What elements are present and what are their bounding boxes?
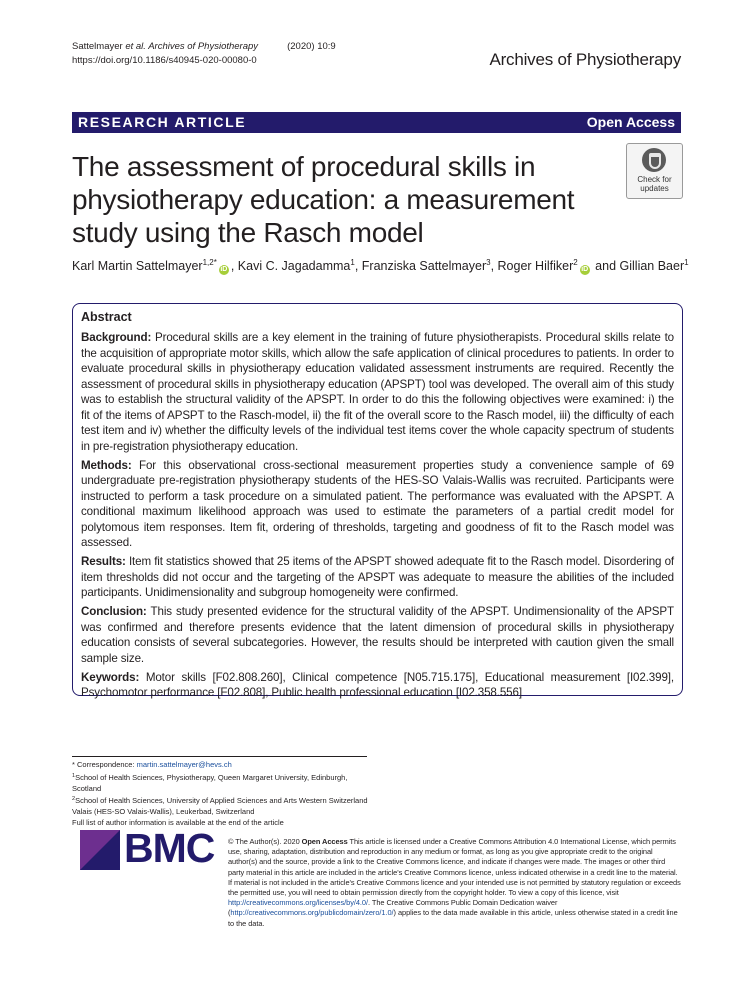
doi-link[interactable]: https://doi.org/10.1186/s40945-020-00080-0 <box>72 55 257 66</box>
check-for-updates-button[interactable] <box>626 143 683 199</box>
author-name[interactable]: Karl Martin Sattelmayer <box>72 259 203 273</box>
open-access-label: Open Access <box>586 114 675 130</box>
author-name[interactable]: Gillian Baer <box>619 259 685 273</box>
abstract-box <box>72 303 683 699</box>
author-name[interactable]: Franziska Sattelmayer <box>361 259 487 273</box>
author-affiliation-mark: 1,2* <box>202 258 217 267</box>
citation-authors: Sattelmayer <box>72 41 126 52</box>
article-type-label: RESEARCH ARTICLE <box>78 114 247 130</box>
footnotes <box>72 760 372 829</box>
author-info-note: Full list of author information is available at the end of the article <box>72 817 284 827</box>
affiliation-2: $^2$School of Health Sciences, University of Applied Sciences and Arts Western Switzerland Valais (HES-SO Valais-Wallis), Leukerbad, Switzerland <box>72 796 368 817</box>
author-affiliation-mark: 2 <box>573 258 578 267</box>
author-affiliation-mark: 1 <box>350 258 355 267</box>
citation-year: (2020) 10:9 <box>287 41 336 52</box>
author-name[interactable]: Kavi C. Jagadamma <box>237 259 351 273</box>
license-notice: © The Author(s). 2020 Open Access This article is licensed under a Creative Commons Attribution 4.0 International License, which permits use, sharing, adaptation, distribution and reproduction in any medium or format, as long as you give appropriate credit to the original author(s) and the source, provide a link to the Creative Commons licence, and indicate if changes were made. The images or other third party material in this article are included in the article's Creative Commons licence, unless indicated otherwise in a credit line to the material. If material is not included in the article's Creative Commons licence and your intended use is not permitted by statutory regulation or exceeds the permitted use, you will need to obtain permission directly from the copyright holder. To view a copy of this licence, visit http://creativecommons.org/licenses/by/4.0/. The Creative Commons Public Domain Dedication waiver (http://creativecommons.org/publicdomain/zero/1.0/) applies to the data made available in this article, unless otherwise stated in a credit line to the data. <box>228 837 681 928</box>
orcid-icon[interactable]: iD <box>220 266 228 273</box>
abstract-heading: Abstract <box>81 310 132 324</box>
abstract-conclusion: Conclusion: This study presented evidence for the structural validity of the APSPT. Undimensionality of the APSPT was confirmed and therefore presents evidence that the latent dimension of procedural skills in physiotherapy education consists of several subcategories. However, the results should be interpreted with caution given the small sample size. <box>81 605 674 665</box>
check-updates-label: Check for updates <box>637 175 672 193</box>
orcid-icon[interactable]: iD <box>581 266 589 273</box>
abstract-keywords: Keywords: Motor skills [F02.808.260], Clinical competence [N05.715.175], Educational measurement [I02.399], Psychomotor performance [F02.808], Public health professional education [I02.358.556] <box>81 670 674 699</box>
citation-journal: et al. Archives of Physiotherapy <box>125 41 259 52</box>
correspondence-email-link[interactable]: martin.sattelmayer@hevs.ch <box>136 760 232 769</box>
author-list: Karl Martin Sattelmayer$^{1,2*}$iD , Kavi C. Jagadamma$^1$, Franziska Sattelmayer$^3$, Roger Hilfiker$^2$iD and Gillian Baer$^1$ <box>72 258 689 273</box>
author-affiliation-mark: 1 <box>684 258 689 267</box>
article-title: The assessment of procedural skills in physiotherapy education: a measurement study using the Rasch model <box>72 151 575 248</box>
article-type-band <box>72 112 681 133</box>
cc-zero-waiver-link[interactable]: http://creativecommons.org/publicdomain/zero/1.0/ <box>230 908 394 918</box>
abstract-background: Background: Procedural skills are a key element in the training of future physiotherapists. Procedural skills relate to the acquisition of appropriate motor skills, which allow the safe application of clinical procedures to patients. In order to evaluate procedural skills in physiotherapy education validated assessment instruments are required. Recently the assessment of procedural skills in physiotherapy education (APSPT) tool was developed. The overall aim of this study was to establish the structural validity of the APSPT. In order to do this the following objectives were examined: i) the fit of the items of APSPT to the Rasch-model, ii) the fit of the overall score to the Rasch model, iii) the difficulty of each test item and iv) whether the difficulty levels of the individual test items cover the whole capacity spectrum of students in pre-registration physiotherapy education. <box>81 331 674 453</box>
cc-by-license-link[interactable]: http://creativecommons.org/licenses/by/4.0/ <box>228 898 368 908</box>
author-name[interactable]: Roger Hilfiker <box>497 259 574 273</box>
affiliation-1: $^1$School of Health Sciences, Physiotherapy, Queen Margaret University, Edinburgh, Scotland <box>72 772 348 793</box>
running-header <box>72 40 336 68</box>
citation-line <box>72 40 336 54</box>
correspondence-note: * Correspondence: martin.sattelmayer@hevs.ch <box>72 760 232 769</box>
check-updates-icon <box>642 148 666 172</box>
author-affiliation-mark: 3 <box>486 258 491 267</box>
footnote-divider <box>72 756 367 757</box>
abstract-results: Results: Item fit statistics showed that 25 items of the APSPT showed adequate fit to the Rasch model. Disordering of item thresholds did not occur and the targeting of the APSPT was adequate to measure the abilities of the included participants. Unidimensionality and subgroup homogeneity were confirmed. <box>81 555 674 599</box>
journal-name: Archives of Physiotherapy <box>489 50 681 69</box>
abstract-methods: Methods: For this observational cross-sectional measurement properties study a convenience sample of 69 undergraduate pre-registration physiotherapy students of the HES-SO Valais-Wallis was recruited. Participants were instructed to perform a task procedure on a simulated patient. The performance was evaluated with the APSPT. A conditional maximum likelihood approach was used to estimate the parameters of a partial credit model for polytomous item responses. Item fit, ordering of thresholds, targeting and goodness of fit to the Rasch model was assessed. <box>81 458 674 549</box>
bmc-logo: BMC <box>80 828 215 873</box>
